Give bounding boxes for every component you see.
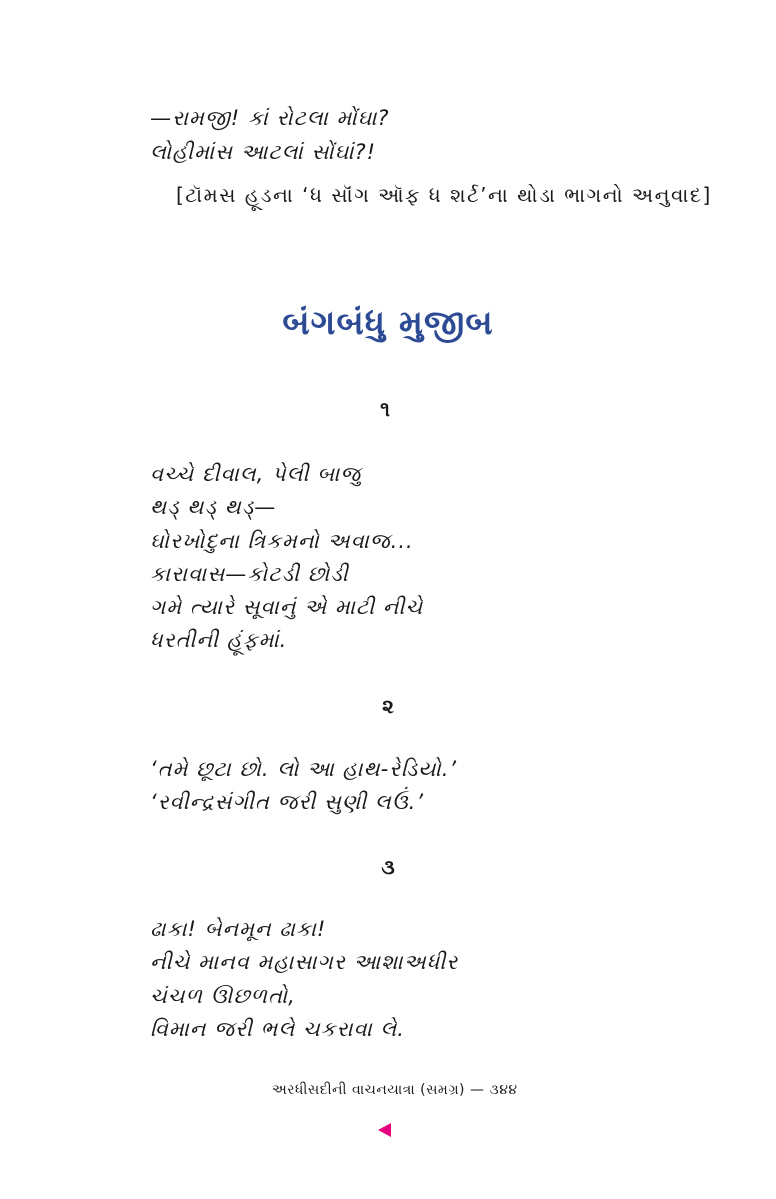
section-1-line-6: ધરતીની હૂંફમાં. <box>150 628 288 652</box>
section-3-line-3: ચંચળ ઊછળતો, <box>150 984 296 1008</box>
section-numeral-1: ૧ <box>380 397 390 421</box>
page-footer: અરધીસદીની વાચનયાત્રા (સમગ્ર) — ૩૪૪ <box>272 1082 518 1098</box>
section-1-line-1: વચ્ચે દીવાલ, પેલી બાજુ <box>150 462 362 486</box>
section-1-line-3: ઘોરખોદુના ત્રિકમનો અવાજ... <box>150 529 414 553</box>
source-note: [ટૉમસ હૂડના ‘ધ સૉંગ ઑફ ધ શર્ટ’ના થોડા ભાગનો અનુવાદ] <box>176 183 712 207</box>
poem-title: બંગબંધુ મુજીબ <box>282 303 494 343</box>
previous-page-arrow-icon[interactable] <box>378 1123 391 1137</box>
top-stanza-line-2: લોહીમાંસ આટલાં સોંઘાં?! <box>150 140 377 164</box>
section-1-line-5: ગમે ત્યારે સૂવાનું એ માટી નીચે <box>150 595 424 619</box>
section-3-line-1: ઢાકા! બેનમૂન ઢાકા! <box>150 917 327 941</box>
section-2-line-2: ‘રવીન્દ્રસંગીત જરી સુણી લઉં.’ <box>150 790 425 814</box>
top-stanza-line-1: —રામજી! કાં રોટલા મોંઘા? <box>150 106 390 130</box>
section-3-line-4: વિમાન જરી ભલે ચકરાવા લે. <box>150 1017 405 1041</box>
section-2-line-1: ‘તમે છૂટા છો. લો આ હાથ-રેડિયો.’ <box>150 757 458 781</box>
section-numeral-3: ૩ <box>381 855 395 879</box>
section-1-line-2: થડ્ થડ્ થડ્— <box>150 495 277 519</box>
section-numeral-2: ૨ <box>382 694 394 718</box>
section-3-line-2: નીચે માનવ મહાસાગર આશાઅધીર <box>150 950 459 974</box>
section-1-line-4: કારાવાસ—કોટડી છોડી <box>150 562 349 586</box>
